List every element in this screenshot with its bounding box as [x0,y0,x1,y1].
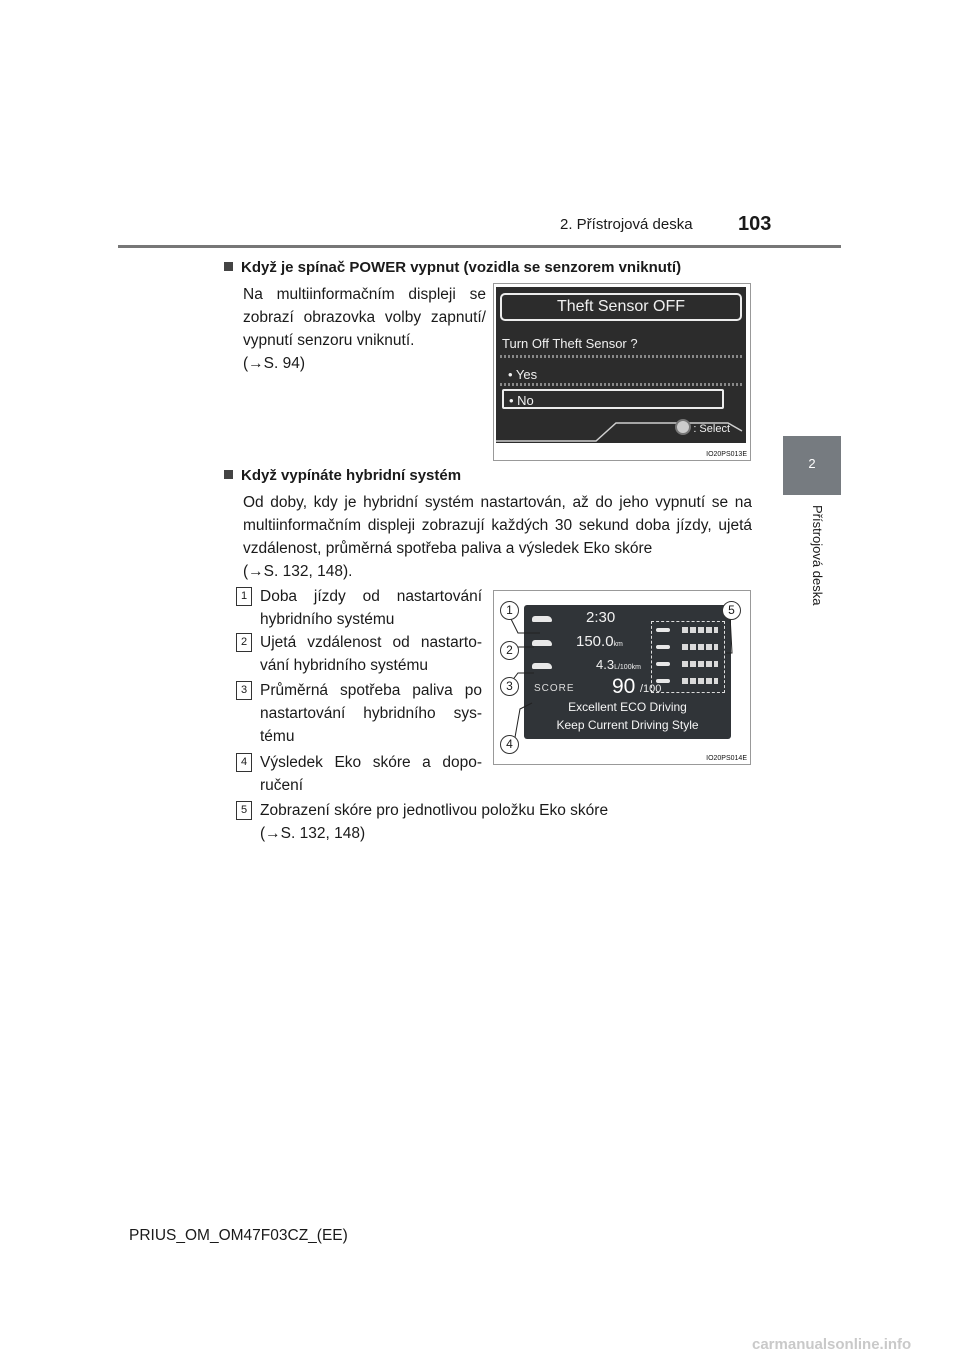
item-number: 1 [236,587,252,606]
score-value: 90 [612,675,636,698]
figure-code: IO20PS014E [706,755,747,762]
eco-message-1: Excellent ECO Driving [568,700,687,714]
item-number: 2 [236,633,252,652]
score-max: /100 [640,683,662,695]
section2-paragraph: Od doby, kdy je hybridní systém nastartován, až do jeho vypnutí se na multiinformačním displeji zobrazují každých 30 sekund doba jízdy, ujetá vzdálenost, průměrná spotřeba paliva a výsledek Eko skóre (→S. 132, 148). [243,494,752,580]
callout-5: 5 [722,601,741,620]
section1-paragraph: Na multiinformačním displeji se zobrazí obrazovka volby zapnutí/ vypnutí senzoru vniknutí. (→S. 94) [243,286,486,372]
select-hint: : Select [675,419,730,435]
page-number: 103 [738,213,772,235]
figure-eco-score [493,590,751,765]
chapter-tab: 2 [783,436,841,495]
score-label: SCORE [534,683,575,694]
figure-theft-sensor [493,283,751,461]
option-yes: • Yes [508,367,538,382]
chapter-tab-label: Přístrojová deska [810,505,825,606]
separator [500,355,742,358]
row-distance: 150.0km [532,633,623,651]
document-id: PRIUS_OM_OM47F03CZ_(EE) [129,1227,348,1244]
callout-4: 4 [500,735,519,754]
figure-code: IO20PS013E [706,451,747,458]
watermark: carmanualsonline.info [752,1336,912,1353]
item-number: 4 [236,753,252,772]
callout-lines [494,591,750,764]
callout-1: 1 [500,601,519,620]
screen-question: Turn Off Theft Sensor ? [502,336,638,351]
item-number: 3 [236,681,252,700]
screen-title: Theft Sensor OFF [500,293,742,321]
row-time: 2:30 [532,609,615,627]
section1-heading: Když je spínač POWER vypnut (vozidla se senzorem vniknutí) [224,259,681,276]
callout-2: 2 [500,641,519,660]
section2-heading: Když vypínáte hybridní systém [224,467,461,484]
callout-3: 3 [500,677,519,696]
separator [500,383,742,386]
row-consumption: 4.3L/100km [532,656,641,674]
dial-icon [675,419,691,435]
square-bullet-icon [224,470,233,479]
header-rule [118,245,841,248]
option-no-selected: • No [502,389,724,409]
display-screen [496,287,746,443]
eco-message-2: Keep Current Driving Style [556,718,699,732]
item-number: 5 [236,801,252,820]
section-title: 2. Přístrojová deska [560,216,693,233]
square-bullet-icon [224,262,233,271]
